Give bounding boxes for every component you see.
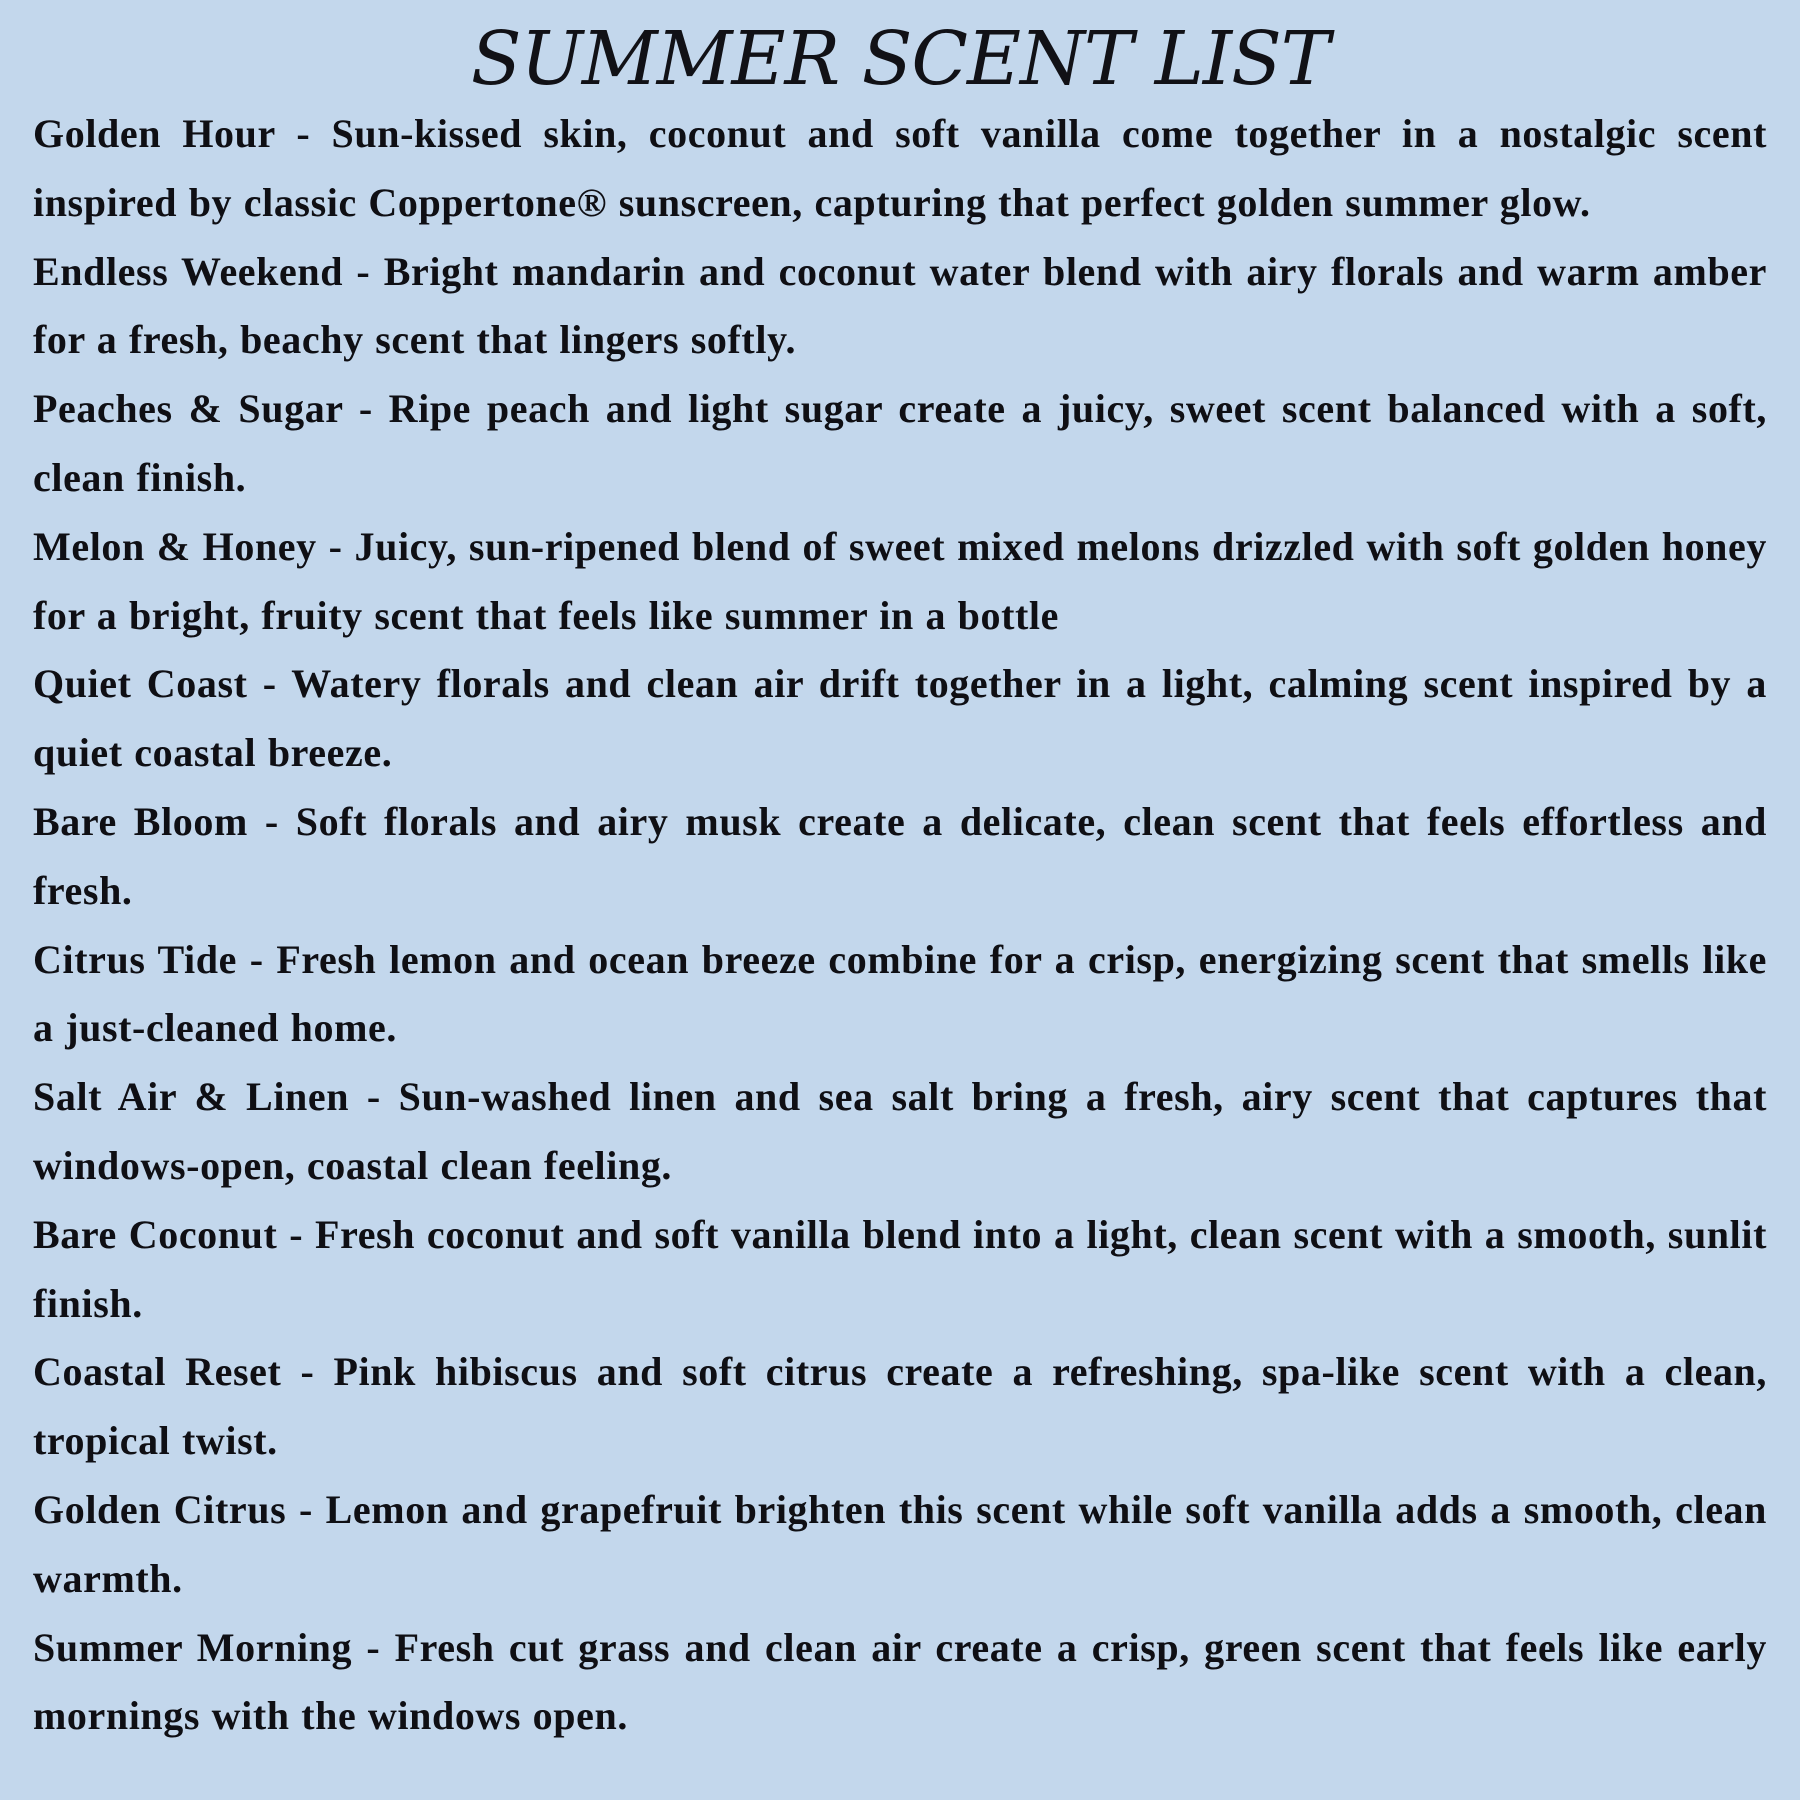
scent-item-bare-bloom: Bare Bloom - Soft florals and airy musk create a delicate, clean scent that feels effortless and fresh. <box>33 798 1767 913</box>
scent-list <box>33 100 1767 1751</box>
page-title: SUMMER SCENT LIST <box>470 16 1330 102</box>
scent-item-coastal-reset: Coastal Reset - Pink hibiscus and soft citrus create a refreshing, spa-like scent with a clean, tropical twist. <box>33 1349 1767 1464</box>
scent-item-salt-air-linen: Salt Air & Linen - Sun-washed linen and sea salt bring a fresh, airy scent that captures that windows-open, coastal clean feeling. <box>33 1074 1767 1188</box>
scent-item-peaches-sugar: Peaches & Sugar - Ripe peach and light sugar create a juicy, sweet scent balanced with a soft, clean finish. <box>33 386 1767 500</box>
scent-item-quiet-coast: Quiet Coast - Watery florals and clean air drift together in a light, calming scent inspired by a quiet coastal breeze. <box>33 661 1767 776</box>
scent-item-golden-citrus: Golden Citrus - Lemon and grapefruit brighten this scent while soft vanilla adds a smooth, clean warmth. <box>33 1486 1767 1601</box>
scent-item-endless-weekend: Endless Weekend - Bright mandarin and coconut water blend with airy florals and warm amber for a fresh, beachy scent that lingers softly. <box>33 248 1767 363</box>
scent-item-golden-hour: Golden Hour - Sun-kissed skin, coconut and soft vanilla come together in a nostalgic scent inspired by classic Coppertone® sunscreen, capturing that perfect golden summer glow. <box>33 111 1767 225</box>
scent-item-bare-coconut: Bare Coconut - Fresh coconut and soft vanilla blend into a light, clean scent with a smooth, sunlit finish. <box>33 1211 1767 1326</box>
scent-item-melon-honey: Melon & Honey - Juicy, sun-ripened blend of sweet mixed melons drizzled with soft golden honey for a bright, fruity scent that feels like summer in a bottle <box>33 523 1767 638</box>
scent-item-summer-morning: Summer Morning - Fresh cut grass and clean air create a crisp, green scent that feels like early mornings with the windows open. <box>33 1624 1767 1739</box>
scent-item-citrus-tide: Citrus Tide - Fresh lemon and ocean breeze combine for a crisp, energizing scent that smells like a just-cleaned home. <box>33 936 1767 1051</box>
